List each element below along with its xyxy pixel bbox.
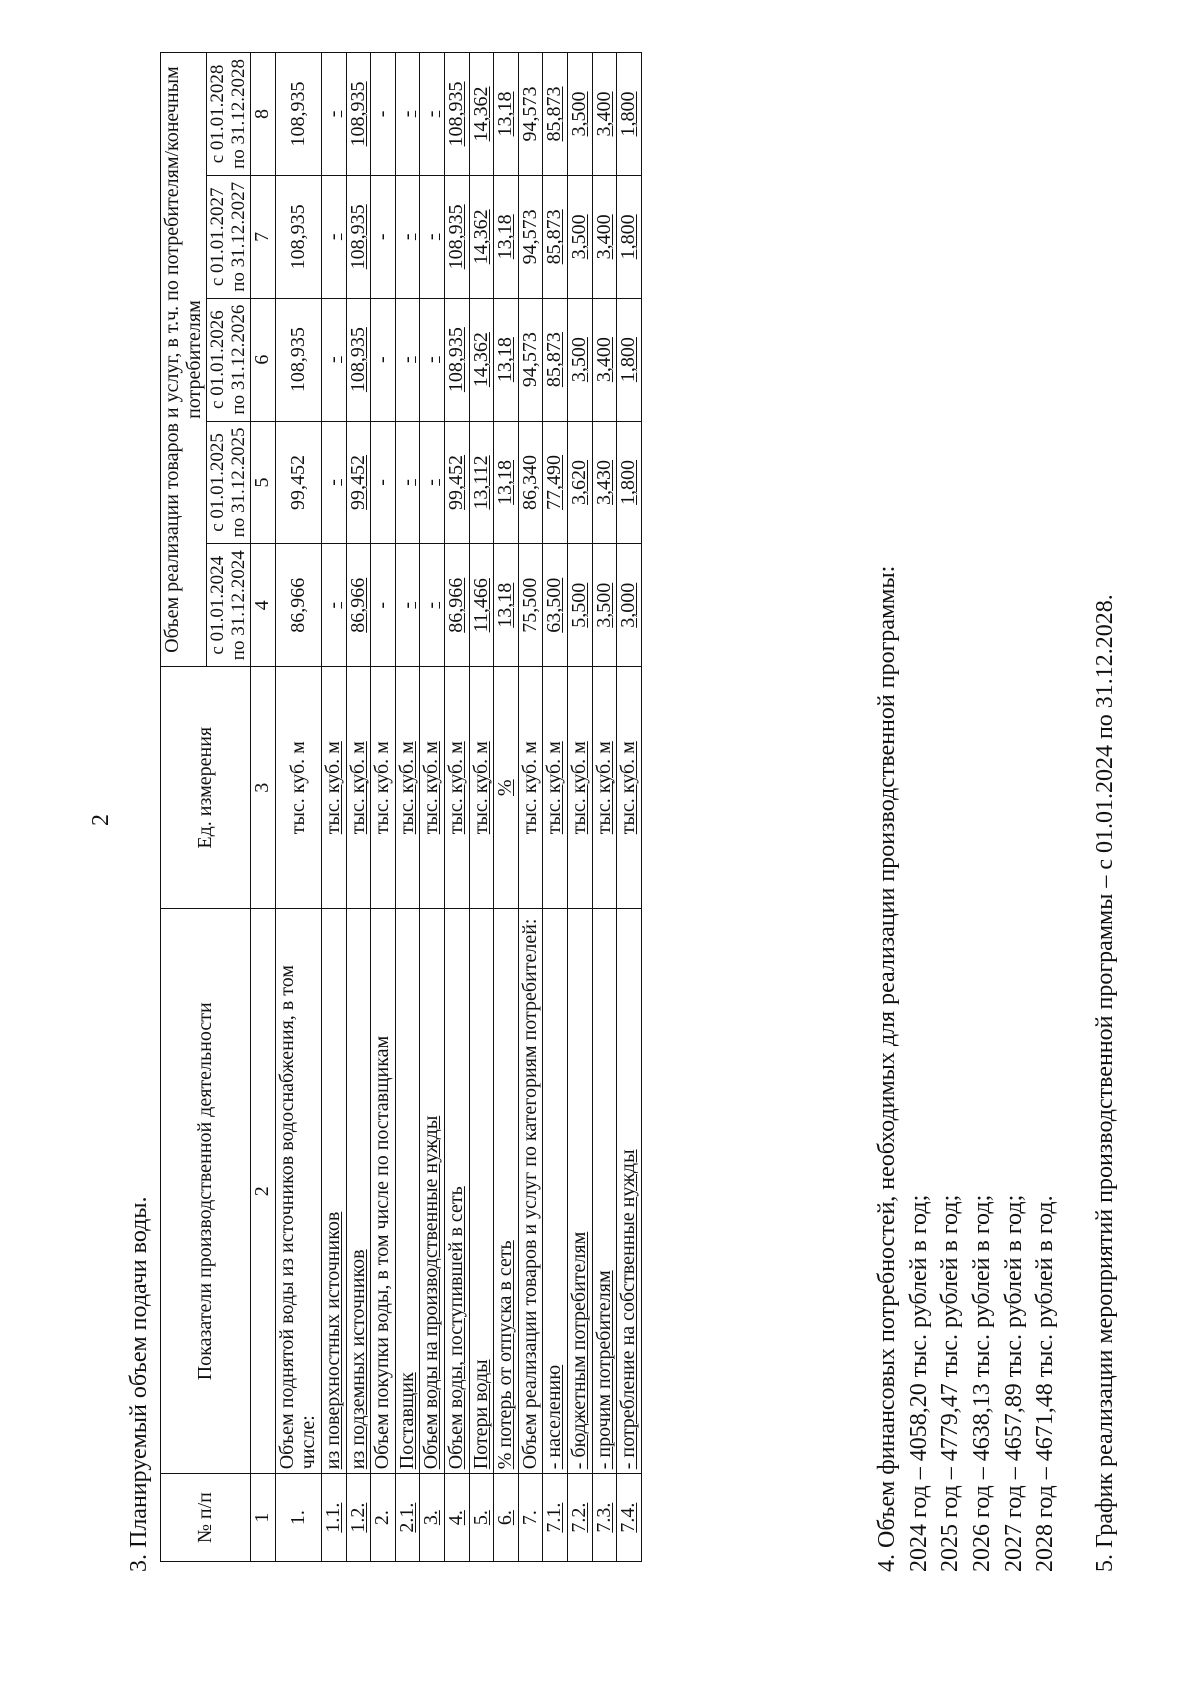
row-unit: тыс. куб. м bbox=[444, 667, 469, 909]
column-number: 8 bbox=[251, 53, 276, 176]
row-num: 7. bbox=[518, 1474, 543, 1562]
row-value: - bbox=[322, 298, 347, 421]
row-value: 3,430 bbox=[592, 421, 617, 544]
column-number: 1 bbox=[251, 1474, 276, 1562]
row-value: 108,935 bbox=[275, 53, 321, 176]
row-num: 2. bbox=[371, 1474, 396, 1562]
row-value: 108,935 bbox=[444, 53, 469, 176]
row-num: 2.1. bbox=[395, 1474, 420, 1562]
financing-line-2025: 2025 год – 4779,47 тыс. рублей в год; bbox=[937, 1194, 964, 1572]
table-body bbox=[275, 53, 641, 1562]
column-number: 6 bbox=[251, 298, 276, 421]
row-unit: тыс. куб. м bbox=[518, 667, 543, 909]
row-unit: тыс. куб. м bbox=[275, 667, 321, 909]
row-value: 13,18 bbox=[494, 175, 519, 298]
row-value: - bbox=[420, 53, 445, 176]
column-numbers-row bbox=[251, 53, 276, 1562]
row-num: 7.3. bbox=[592, 1474, 617, 1562]
table-row bbox=[592, 53, 617, 1562]
column-number: 4 bbox=[251, 544, 276, 667]
row-value: 99,452 bbox=[346, 421, 371, 544]
row-num: 4. bbox=[444, 1474, 469, 1562]
table-row bbox=[322, 53, 347, 1562]
table-row bbox=[494, 53, 519, 1562]
row-indicator: Объем воды, поступившей в сеть bbox=[444, 909, 469, 1474]
header-period-2025: с 01.01.2025 по 31.12.2025 bbox=[207, 421, 251, 544]
row-value: 75,500 bbox=[518, 544, 543, 667]
row-value: - bbox=[420, 298, 445, 421]
table-row bbox=[275, 53, 321, 1562]
row-value: 108,935 bbox=[346, 175, 371, 298]
table-row bbox=[420, 53, 445, 1562]
row-indicator: из подземных источников bbox=[346, 909, 371, 1474]
row-value: 3,400 bbox=[592, 298, 617, 421]
row-value: 3,500 bbox=[567, 175, 592, 298]
row-value: 13,112 bbox=[469, 421, 494, 544]
table-row bbox=[444, 53, 469, 1562]
row-value: - bbox=[371, 544, 396, 667]
section-5-title: 5. График реализации мероприятий производственной программы – с 01.01.2024 по 31.12.2028. bbox=[1092, 594, 1118, 1572]
row-value: 108,935 bbox=[346, 298, 371, 421]
row-num: 3. bbox=[420, 1474, 445, 1562]
row-value: 94,573 bbox=[518, 53, 543, 176]
row-value: 3,500 bbox=[567, 298, 592, 421]
row-unit: тыс. куб. м bbox=[395, 667, 420, 909]
row-value: 99,452 bbox=[275, 421, 321, 544]
financing-line-2028: 2028 год – 4671,48 тыс. рублей в год. bbox=[1032, 1195, 1059, 1572]
table-row bbox=[346, 53, 371, 1562]
row-value: 108,935 bbox=[444, 298, 469, 421]
row-num: 1.1. bbox=[322, 1474, 347, 1562]
row-value: 14,362 bbox=[469, 175, 494, 298]
header-period-2026: с 01.01.2026 по 31.12.2026 bbox=[207, 298, 251, 421]
row-value: 3,500 bbox=[567, 53, 592, 176]
row-value: 14,362 bbox=[469, 53, 494, 176]
row-num: 1.2. bbox=[346, 1474, 371, 1562]
row-value: - bbox=[371, 53, 396, 176]
header-num: № п/п bbox=[161, 1474, 251, 1562]
column-number: 2 bbox=[251, 909, 276, 1474]
row-unit: тыс. куб. м bbox=[346, 667, 371, 909]
row-unit: тыс. куб. м bbox=[420, 667, 445, 909]
water-supply-table-wrapper bbox=[160, 52, 642, 1562]
header-indicator: Показатели производственной деятельности bbox=[161, 909, 251, 1474]
row-unit: тыс. куб. м bbox=[469, 667, 494, 909]
row-unit: тыс. куб. м bbox=[371, 667, 396, 909]
row-value: 86,966 bbox=[346, 544, 371, 667]
section-4 bbox=[872, 566, 1062, 1572]
table-row bbox=[543, 53, 568, 1562]
row-value: 11,466 bbox=[469, 544, 494, 667]
table-row bbox=[617, 53, 642, 1562]
row-num: 1. bbox=[275, 1474, 321, 1562]
financing-line-2027: 2027 год – 4657,89 тыс. рублей в год; bbox=[1000, 1194, 1027, 1572]
row-value: - bbox=[322, 421, 347, 544]
row-unit: % bbox=[494, 667, 519, 909]
row-value: 3,620 bbox=[567, 421, 592, 544]
row-indicator: Объем воды на производственные нужды bbox=[420, 909, 445, 1474]
financing-line-2024: 2024 год – 4058,20 тыс. рублей в год; bbox=[905, 1194, 932, 1572]
row-indicator: - прочим потребителям bbox=[592, 909, 617, 1474]
row-value: 63,500 bbox=[543, 544, 568, 667]
row-value: 14,362 bbox=[469, 298, 494, 421]
row-value: 3,500 bbox=[592, 544, 617, 667]
row-value: 1,800 bbox=[617, 175, 642, 298]
row-indicator: - потребление на собственные нужды bbox=[617, 909, 642, 1474]
row-unit: тыс. куб. м bbox=[543, 667, 568, 909]
row-indicator: из поверхностных источников bbox=[322, 909, 347, 1474]
row-value: 85,873 bbox=[543, 53, 568, 176]
row-indicator: Объем поднятой воды из источников водоснабжения, в том числе: bbox=[275, 909, 321, 1474]
row-num: 5. bbox=[469, 1474, 494, 1562]
financing-line-2026: 2026 год – 4638,13 тыс. рублей в год; bbox=[969, 1194, 996, 1572]
row-value: 85,873 bbox=[543, 298, 568, 421]
row-unit: тыс. куб. м bbox=[322, 667, 347, 909]
row-value: 1,800 bbox=[617, 53, 642, 176]
row-value: - bbox=[420, 544, 445, 667]
row-value: - bbox=[420, 175, 445, 298]
row-value: 94,573 bbox=[518, 175, 543, 298]
row-value: 108,935 bbox=[275, 298, 321, 421]
row-value: 77,490 bbox=[543, 421, 568, 544]
row-value: 3,400 bbox=[592, 175, 617, 298]
row-value: - bbox=[395, 298, 420, 421]
row-value: 108,935 bbox=[346, 53, 371, 176]
row-indicator: Объем реализации товаров и услуг по категориям потребителей: bbox=[518, 909, 543, 1474]
row-value: - bbox=[371, 175, 396, 298]
row-indicator: - бюджетным потребителям bbox=[567, 909, 592, 1474]
row-indicator: % потерь от отпуска в сеть bbox=[494, 909, 519, 1474]
row-num: 7.4. bbox=[617, 1474, 642, 1562]
row-value: 86,966 bbox=[444, 544, 469, 667]
header-period-2028: с 01.01.2028 по 31.12.2028 bbox=[207, 53, 251, 176]
section-4-title: 4. Объем финансовых потребностей, необходимых для реализации производственной программы: bbox=[874, 565, 900, 1572]
row-value: 3,400 bbox=[592, 53, 617, 176]
row-value: 1,800 bbox=[617, 421, 642, 544]
row-value: 13,18 bbox=[494, 53, 519, 176]
row-value: - bbox=[395, 544, 420, 667]
section-3-title: 3. Планируемый объем подачи воды. bbox=[126, 1196, 152, 1572]
row-unit: тыс. куб. м bbox=[567, 667, 592, 909]
row-num: 7.1. bbox=[543, 1474, 568, 1562]
row-value: - bbox=[420, 421, 445, 544]
header-row-1 bbox=[161, 53, 207, 1562]
page-number: 2 bbox=[88, 814, 114, 826]
row-value: 108,935 bbox=[444, 175, 469, 298]
row-value: 13,18 bbox=[494, 298, 519, 421]
row-value: 3,000 bbox=[617, 544, 642, 667]
water-supply-table bbox=[160, 52, 642, 1562]
row-value: 1,800 bbox=[617, 298, 642, 421]
row-value: 86,966 bbox=[275, 544, 321, 667]
header-period-2024: с 01.01.2024 по 31.12.2024 bbox=[207, 544, 251, 667]
header-unit: Ед. измерения bbox=[161, 667, 251, 909]
row-value: 85,873 bbox=[543, 175, 568, 298]
row-value: 99,452 bbox=[444, 421, 469, 544]
row-unit: тыс. куб. м bbox=[592, 667, 617, 909]
row-indicator: Потери воды bbox=[469, 909, 494, 1474]
row-value: - bbox=[322, 53, 347, 176]
row-value: - bbox=[371, 421, 396, 544]
row-value: 108,935 bbox=[275, 175, 321, 298]
column-number: 7 bbox=[251, 175, 276, 298]
row-value: 94,573 bbox=[518, 298, 543, 421]
row-indicator: Объем покупки воды, в том числе по поставщикам bbox=[371, 909, 396, 1474]
row-value: 13,18 bbox=[494, 421, 519, 544]
row-value: - bbox=[395, 175, 420, 298]
row-value: 13,18 bbox=[494, 544, 519, 667]
column-number: 3 bbox=[251, 667, 276, 909]
table-row bbox=[567, 53, 592, 1562]
row-value: - bbox=[322, 175, 347, 298]
row-indicator: - населению bbox=[543, 909, 568, 1474]
row-unit: тыс. куб. м bbox=[617, 667, 642, 909]
row-value: 86,340 bbox=[518, 421, 543, 544]
row-value: - bbox=[395, 421, 420, 544]
table-row bbox=[395, 53, 420, 1562]
row-value: - bbox=[322, 544, 347, 667]
row-indicator: Поставщик bbox=[395, 909, 420, 1474]
table-row bbox=[469, 53, 494, 1562]
table-row bbox=[518, 53, 543, 1562]
row-value: - bbox=[395, 53, 420, 176]
row-num: 6. bbox=[494, 1474, 519, 1562]
table-row bbox=[371, 53, 396, 1562]
row-value: - bbox=[371, 298, 396, 421]
column-number: 5 bbox=[251, 421, 276, 544]
header-group: Объем реализации товаров и услуг, в т.ч. по потребителям/конечным потребителям bbox=[161, 53, 207, 667]
header-period-2027: с 01.01.2027 по 31.12.2027 bbox=[207, 175, 251, 298]
row-value: 5,500 bbox=[567, 544, 592, 667]
row-num: 7.2. bbox=[567, 1474, 592, 1562]
